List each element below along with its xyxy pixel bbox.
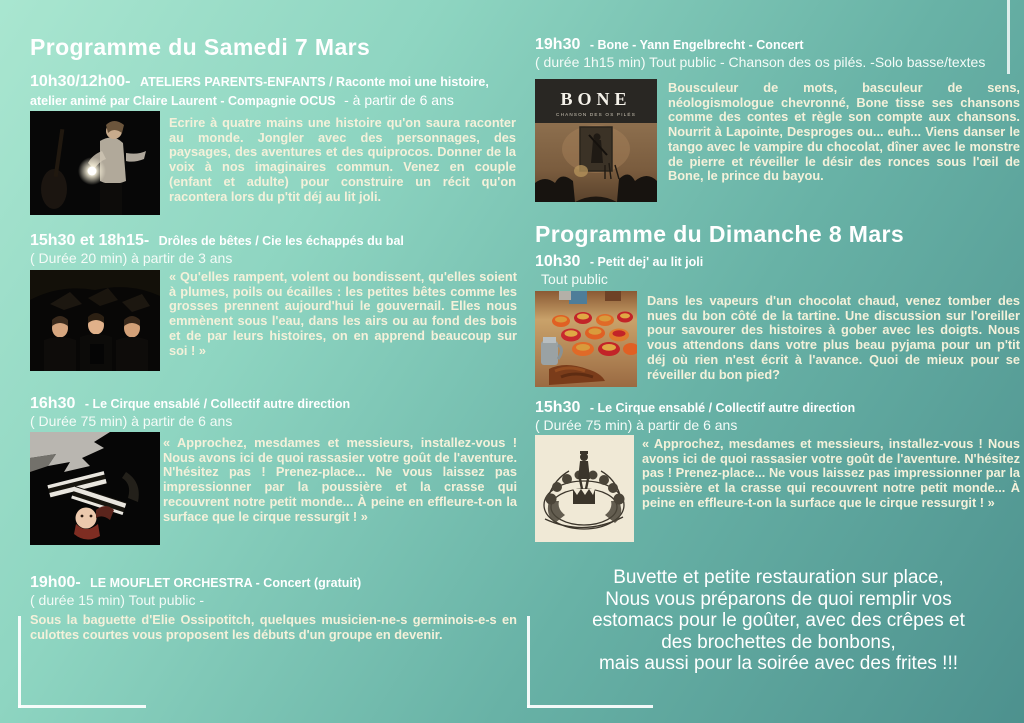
bone-body: Bousculeur de mots, basculeur de sens, néologismologue chevronné, Bone tisse ses chansons comme des contes et règle son compte aux chansons. Nourrit à Lapointe, Desproges ou... euh... Viens danser le tango avec le vampire du chocolat, dîner avec le monstre de pierre et réveiller le désir des ronces sous l'œil de Bone, le prince du bayou. — [668, 80, 1020, 184]
bone-album-cover — [535, 79, 657, 202]
frame-corner-left-vertical — [18, 616, 21, 708]
dimanche-section1-title: - Petit dej' au lit joli — [589, 255, 704, 269]
footer-text — [535, 567, 1022, 675]
samedi-section3-body: « Approchez, mesdames et messieurs, installez-vous ! Nous avons ici de quoi rassasier votre goût de l'aventure. N'hésitez pas ! Prenez-place... Ne vous laissez pas impressionner par la poussière et la crasse qui recouvrent notre petit monde... À peine en effleure-t-on la surface que le cirque ressurgit ! » — [163, 435, 517, 524]
frame-corner-middle-horizontal — [527, 705, 653, 708]
dimanche-section2-title: - Le Cirque ensablé / Collectif autre direction — [589, 401, 856, 415]
samedi-section4-time: 19h00- — [30, 574, 81, 591]
bone-album-title: BONE — [560, 89, 632, 109]
samedi-section1-title: ATELIERS PARENTS-ENFANTS / Raconte moi une histoire, — [139, 75, 489, 89]
dimanche-section2-subtitle: ( Durée 75 min) à partir de 6 ans — [535, 417, 738, 433]
frame-corner-left-horizontal — [18, 705, 146, 708]
singers-photo — [30, 270, 160, 371]
dimanche-section2-time: 15h30 — [535, 399, 581, 416]
bone-subtitle: ( durée 1h15 min) Tout public - Chanson des os pilés. -Solo basse/textes — [535, 54, 986, 70]
samedi-section1-title2: atelier animé par Claire Laurent - Compagnie OCUS — [30, 94, 336, 108]
bone-time: 19h30 — [535, 36, 581, 53]
samedi-section1-body: Ecrire à quatre mains une histoire qu'on saura raconter au monde. Jongler avec des personnages, des paysages, des aventures et des quiprocos. Donner de la voix à nos imaginaires commun. Venez en couple (enfant et adulte) pour construire un récit qu'on racontera lors du p'tit déj au lit joli. — [169, 115, 516, 204]
samedi-section3-time: 16h30 — [30, 395, 76, 412]
samedi-section1-time: 10h30/12h00- — [30, 73, 131, 90]
samedi-section1-heading — [30, 73, 520, 110]
samedi-section4-title: LE MOUFLET ORCHESTRA - Concert (gratuit) — [90, 576, 362, 590]
puppet-photo — [30, 432, 160, 545]
breakfast-photo — [535, 291, 637, 387]
footer-line-2: Nous vous préparons de quoi remplir vos — [605, 588, 952, 610]
samedi-section2-time: 15h30 et 18h15- — [30, 232, 150, 249]
footer-line-5: mais aussi pour la soirée avec des frites !!! — [598, 653, 959, 674]
dimanche-section2-body: « Approchez, mesdames et messieurs, installez-vous ! Nous avons ici de quoi rassasier votre goût de l'aventure. N'hésitez pas ! Prenez-place... Ne vous laissez pas impressionner par la poussière et la crasse qui recouvrent notre petit monde... À peine en effleure-t-on la surface que le cirque ressurgit ! » — [642, 436, 1020, 510]
dimanche-title: Programme du Dimanche 8 Mars — [535, 221, 905, 247]
samedi-section4-body: Sous la baguette d'Elie Ossipotitch, quelques musicien-ne-s germinois-e-s en culottes courtes vous proposent les débuts d'un groupe en devenir. — [30, 612, 517, 642]
circus-drawing — [535, 435, 634, 542]
samedi-title: Programme du Samedi 7 Mars — [30, 34, 371, 60]
samedi-section2-body: « Qu'elles rampent, volent ou bondissent, qu'elles soient à plumes, poils ou écailles : les petites bêtes comme les grosses prennent aujourd'hui le gouvernail. Elles nous emmènent sous l'eau, dans les airs ou au fond des bois et de par leurs histoires, on en apprend beaucoup sur soi ! » — [169, 269, 517, 358]
dimanche-section1-time: 10h30 — [535, 253, 581, 270]
samedi-section4-subtitle: ( durée 15 min) Tout public - — [30, 592, 205, 608]
bone-title: - Bone - Yann Engelbrecht - Concert — [589, 38, 804, 52]
frame-line-top-right — [1007, 0, 1010, 74]
samedi-section2-subtitle: ( Durée 20 min) à partir de 3 ans — [30, 250, 233, 266]
dimanche-section1-heading — [535, 253, 1024, 287]
footer-line-3: estomacs pour le goûter, avec des crêpes et — [592, 610, 965, 631]
musician-photo — [30, 111, 160, 215]
bone-heading — [535, 36, 1024, 70]
dimanche-section2-heading — [535, 399, 1024, 433]
dimanche-section1-subtitle: Tout public — [541, 271, 608, 287]
dimanche-section1-body: Dans les vapeurs d'un chocolat chaud, venez tomber des nues du bon côté de la tartine. Une discussion sur l'oreiller pour savourer des histoires à gober avec les doigts. Nous vous attendons dans votre plus beau pyjama pour un p'tit déj où rien n'est écrit à l'avance. Quoi de mieux pour se réveiller du bon pied? — [647, 293, 1020, 382]
bone-album-subtitle: CHANSON DES OS PILÉS — [556, 112, 636, 117]
samedi-section3-heading — [30, 395, 520, 429]
footer-line-4: des brochettes de bonbons, — [661, 631, 896, 653]
frame-corner-middle-vertical — [527, 616, 530, 708]
samedi-section4-heading — [30, 574, 520, 608]
samedi-section2-title: Drôles de bêtes / Cie les échappés du bal — [158, 234, 404, 248]
samedi-section3-title: - Le Cirque ensablé / Collectif autre direction — [84, 397, 351, 411]
samedi-section1-age: - à partir de 6 ans — [344, 92, 454, 108]
samedi-section3-subtitle: ( Durée 75 min) à partir de 6 ans — [30, 413, 233, 429]
footer-line-1: Buvette et petite restauration sur place, — [613, 567, 944, 588]
samedi-section2-heading — [30, 232, 520, 266]
